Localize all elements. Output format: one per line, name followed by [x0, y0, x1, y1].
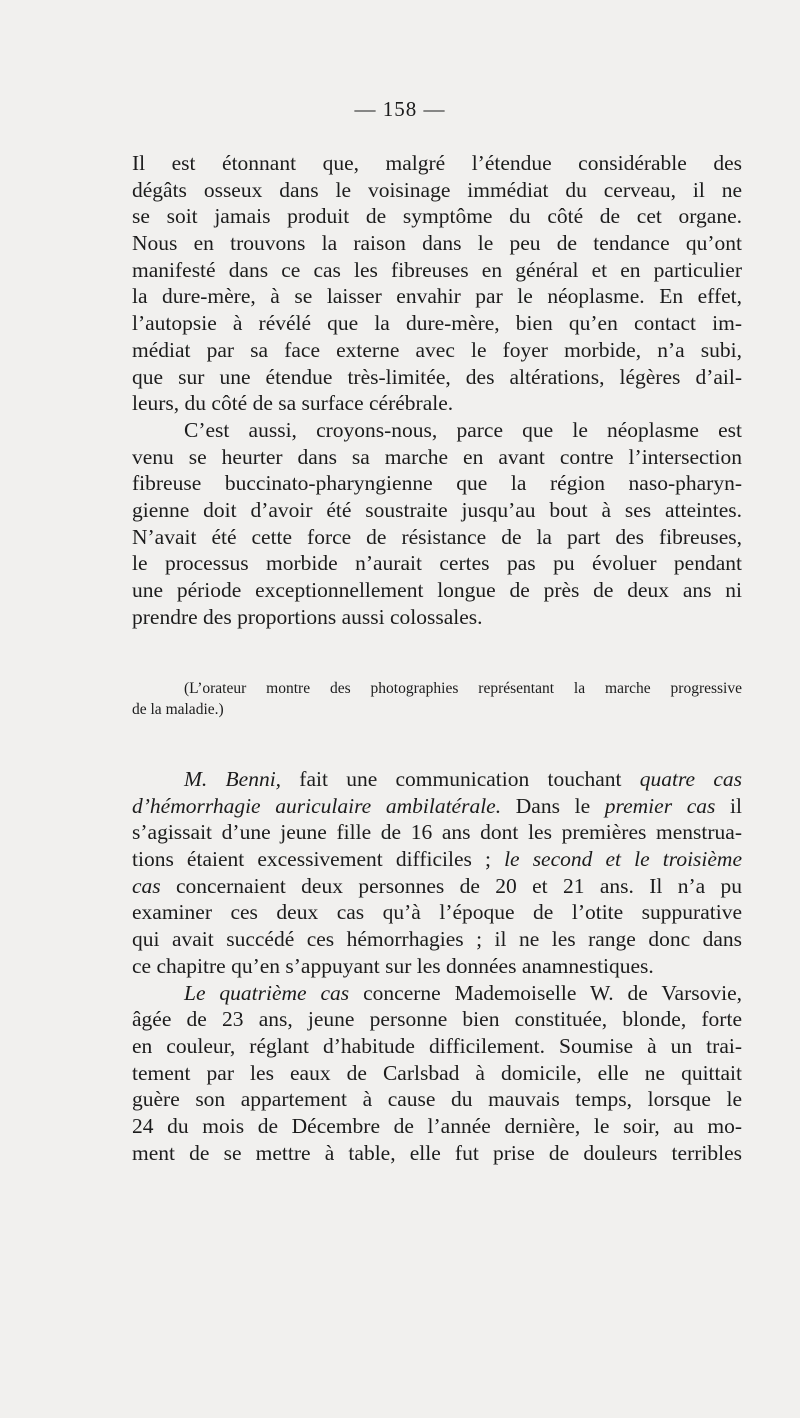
- speaker-note: [132, 678, 742, 720]
- text-line: gienne doit d’avoir été soustraite jusqu’au bout à ses atteintes.: [132, 497, 742, 522]
- text-line: âgée de 23 ans, jeune personne bien constituée, blonde, forte: [132, 1007, 742, 1032]
- text-line: en couleur, réglant d’habitude difficilement. Soumise à un trai-: [132, 1033, 742, 1058]
- text-line: Le quatrième cas concerne Mademoiselle W. de Varsovie,: [184, 980, 742, 1005]
- text-line: se soit jamais produit de symptôme du côté de cet organe.: [132, 204, 742, 229]
- text-line: examiner ces deux cas qu’à l’époque de l’otite suppurative: [132, 900, 742, 925]
- text-line: Il est étonnant que, malgré l’étendue considérable des: [132, 151, 742, 175]
- text-line: d’hémorrhagie auriculaire ambilatérale. Dans le premier cas il: [132, 793, 742, 818]
- text-line: N’avait été cette force de résistance de la part des fibreuses,: [132, 524, 742, 549]
- note-line: de la maladie.): [132, 701, 224, 718]
- text-line: que sur une étendue très-limitée, des altérations, légères d’ail-: [132, 364, 742, 389]
- text-line: venu se heurter dans sa marche en avant contre l’intersection: [132, 444, 742, 469]
- text-line: s’agissait d’une jeune fille de 16 ans dont les premières menstrua-: [132, 820, 742, 845]
- page-number: — 158 —: [354, 97, 446, 121]
- text-line: dégâts osseux dans le voisinage immédiat du cerveau, il ne: [132, 177, 742, 202]
- text-line: M. Benni, fait une communication touchant quatre cas: [184, 767, 742, 791]
- note-line: (L’orateur montre des photographies représentant la marche progressive: [184, 680, 742, 697]
- text-line: ce chapitre qu’en s’appuyant sur les données anamnestiques.: [132, 953, 654, 978]
- text-line: prendre des proportions aussi colossales.: [132, 604, 483, 629]
- text-line: l’autopsie à révélé que la dure-mère, bien qu’en contact im-: [132, 311, 742, 336]
- text-line: 24 du mois de Décembre de l’année dernière, le soir, au mo-: [132, 1113, 742, 1138]
- text-line: le processus morbide n’aurait certes pas pu évoluer pendant: [132, 551, 742, 576]
- text-line: C’est aussi, croyons-nous, parce que le néoplasme est: [184, 417, 742, 442]
- text-line: leurs, du côté de sa surface cérébrale.: [132, 391, 454, 416]
- text-line: qui avait succédé ces hémorrhagies ; il ne les range donc dans: [132, 927, 742, 952]
- body-text-upper: [132, 150, 742, 630]
- body-text-lower: [132, 766, 742, 1166]
- text-line: guère son appartement à cause du mauvais temps, lorsque le: [132, 1087, 742, 1112]
- text-line: manifesté dans ce cas les fibreuses en général et en particulier: [132, 257, 742, 282]
- text-line: tement par les eaux de Carlsbad à domicile, elle ne quittait: [132, 1060, 742, 1085]
- text-line: ment de se mettre à table, elle fut prise de douleurs terribles: [132, 1140, 742, 1165]
- text-line: tions étaient excessivement difficiles ; le second et le troisième: [132, 847, 742, 872]
- text-line: cas concernaient deux personnes de 20 et 21 ans. Il n’a pu: [132, 873, 742, 898]
- text-line: une période exceptionnellement longue de près de deux ans ni: [132, 578, 742, 602]
- text-line: médiat par sa face externe avec le foyer morbide, n’a subi,: [132, 337, 742, 362]
- text-line: la dure-mère, à se laisser envahir par le néoplasme. En effet,: [132, 284, 742, 309]
- text-line: fibreuse buccinato-pharyngienne que la région naso-pharyn-: [132, 471, 742, 496]
- speaker-name: M. Benni,: [184, 767, 282, 791]
- text-line: Nous en trouvons la raison dans le peu de tendance qu’ont: [132, 231, 742, 256]
